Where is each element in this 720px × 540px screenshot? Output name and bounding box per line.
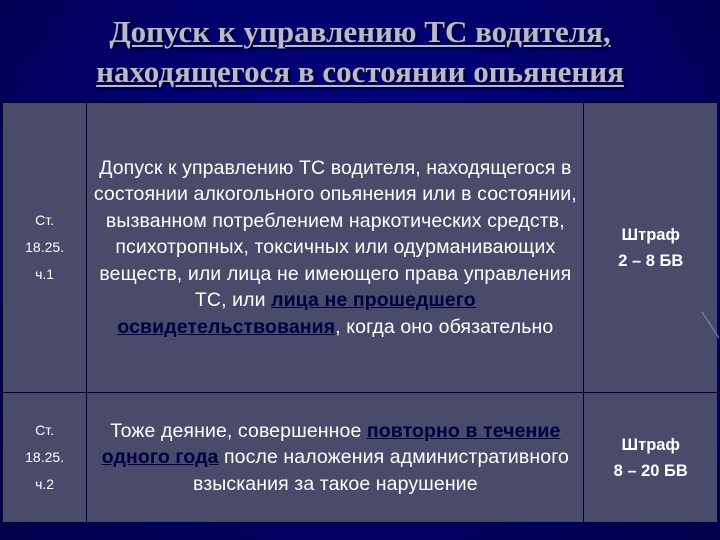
penalty-value: 2 – 8 БВ [618,251,684,270]
table-row [3,393,718,523]
description-highlight: лица не прошедшего освидетельствования [117,289,476,338]
article-prefix: Ст. [35,422,55,438]
penalty-table [2,102,718,523]
article-number: 18.25. [25,239,65,255]
penalty-label: Штраф [621,435,680,454]
article-part: ч.1 [35,266,55,282]
description-text [91,155,579,341]
description-cell [87,393,584,523]
penalty-value: 8 – 20 БВ [613,461,688,480]
description-plain: Тоже деяние, совершенное [110,419,367,442]
title-line-2: находящегося в состоянии опьянения [96,54,624,89]
description-plain: Допуск к управлению ТС водителя, находящегося в состоянии алкогольного опьянения или в состоянии, вызванном потреблением наркотических средств, психотропных, токсичных или одурманивающих веществ, или лица не имеющего права управления ТС, или [93,156,577,312]
slide-title [0,12,720,92]
penalty-cell [584,103,718,393]
description-text [91,418,579,498]
article-number: 18.25. [25,449,65,465]
penalty-cell [584,393,718,523]
article-prefix: Ст. [35,212,55,228]
penalty-label: Штраф [621,225,680,244]
article-cell [3,393,87,523]
table-row [3,103,718,393]
description-plain-end: , когда оно обязательно [335,315,554,338]
description-cell [87,103,584,393]
description-highlight: повторно в течение одного года [101,419,561,469]
article-part: ч.2 [35,476,55,492]
description-plain-end: после наложения административного взыскания за такое нарушение [192,446,569,495]
article-cell [3,103,87,393]
title-line-1: Допуск к управлению ТС водителя, [109,14,611,49]
decorative-line [700,310,720,340]
